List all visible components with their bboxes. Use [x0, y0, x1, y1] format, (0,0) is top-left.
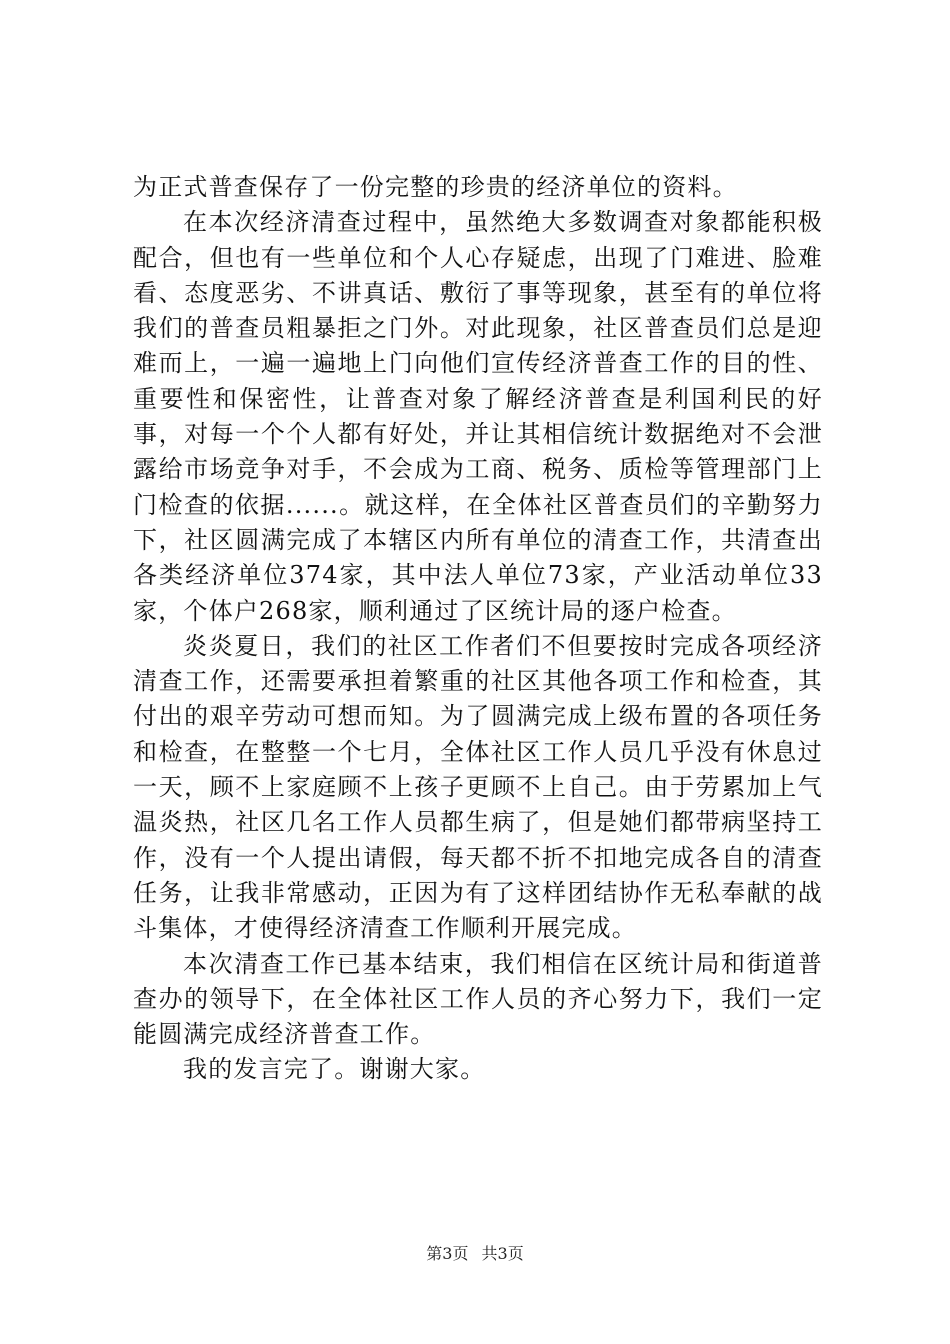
- page-footer: [0, 1243, 950, 1265]
- paragraph-1: 为正式普查保存了一份完整的珍贵的经济单位的资料。: [133, 173, 738, 201]
- paragraph-2: 在本次经济清查过程中，虽然绝大多数调查对象都能积极配合，但也有一些单位和个人心存疑虑，出现了门难进、脸难看、态度恶劣、不讲真话、敷衍了事等现象，甚至有的单位将我们的普查员粗暴拒之门外。对此现象，社区普查员们总是迎难而上，一遍一遍地上门向他们宣传经济普查工作的目的性、重要性和保密性，让普查对象了解经济普查是利国利民的好事，对每一个个人都有好处，并让其相信统计数据绝对不会泄露给市场竞争对手，不会成为工商、税务、质检等管理部门上门检查的依据......。就这样，在全体社区普查员们的辛勤努力下，社区圆满完成了本辖区内所有单位的清查工作，共清查出各类经济单位374家，其中法人单位73家，产业活动单位33家，个体户268家，顺利通过了区统计局的逐户检查。: [133, 208, 823, 625]
- paragraph-4: 本次清查工作已基本结束，我们相信在区统计局和街道普查办的领导下，在全体社区工作人员的齐心努力下，我们一定能圆满完成经济普查工作。: [133, 949, 823, 1049]
- paragraph-3: 炎炎夏日，我们的社区工作者们不但要按时完成各项经济清查工作，还需要承担着繁重的社区其他各项工作和检查，其付出的艰辛劳动可想而知。为了圆满完成上级布置的各项任务和检查，在整整一个七月，全体社区工作人员几乎没有休息过一天，顾不上家庭顾不上孩子更顾不上自己。由于劳累加上气温炎热，社区几名工作人员都生病了，但是她们都带病坚持工作，没有一个人提出请假，每天都不折不扣地完成各自的清查任务，让我非常感动，正因为有了这样团结协作无私奉献的战斗集体，才使得经济清查工作顺利开展完成。: [133, 631, 823, 943]
- page-number: 第3页: [426, 1244, 469, 1263]
- paragraph-5: 我的发言完了。谢谢大家。: [183, 1055, 486, 1084]
- document-body: [133, 170, 823, 1088]
- page-total: 共3页: [481, 1244, 524, 1263]
